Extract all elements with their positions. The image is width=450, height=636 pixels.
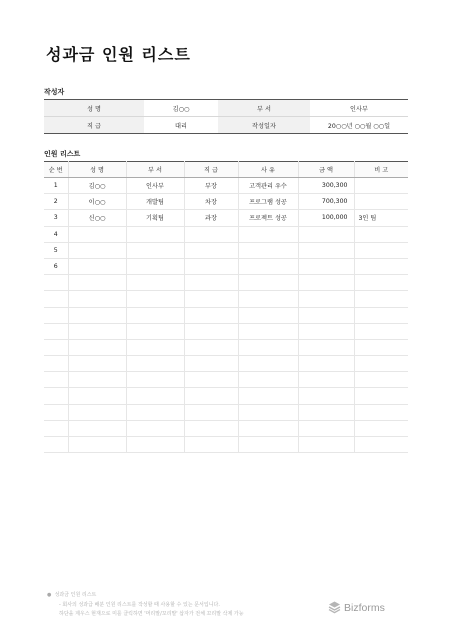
cell-number[interactable]: 2: [44, 194, 68, 210]
rank-value[interactable]: 대리: [175, 122, 187, 130]
cell-number[interactable]: [44, 291, 68, 307]
date-key: 작성일자: [218, 117, 310, 134]
author-section-label: 작성자: [44, 88, 65, 96]
cell-amount[interactable]: [298, 404, 354, 420]
cell-rank[interactable]: 부장: [184, 178, 238, 194]
cell-amount[interactable]: [298, 307, 354, 323]
cell-department[interactable]: [126, 388, 184, 404]
cell-reason[interactable]: [238, 258, 298, 274]
cell-reason[interactable]: [238, 404, 298, 420]
cell-number[interactable]: [44, 275, 68, 291]
table-row: [44, 388, 408, 404]
table-row: [44, 210, 408, 226]
rank-key: 직 급: [44, 117, 144, 134]
cell-department[interactable]: [126, 420, 184, 436]
bizforms-logo-icon: [328, 601, 341, 614]
bizforms-logo: [328, 601, 385, 614]
cell-amount[interactable]: [298, 323, 354, 339]
cell-rank[interactable]: [184, 242, 238, 258]
cell-note[interactable]: [354, 307, 408, 323]
footnote: [47, 591, 244, 620]
cell-amount[interactable]: [298, 275, 354, 291]
cell-name[interactable]: [68, 226, 126, 242]
cell-name[interactable]: [68, 404, 126, 420]
table-row: [44, 356, 408, 372]
cell-number[interactable]: [44, 404, 68, 420]
cell-rank[interactable]: 차장: [184, 194, 238, 210]
footnote-line: - 회사의 성과급 배분 인원 리스트를 작성할 때 사용할 수 있는 문서입니다.: [59, 601, 220, 608]
cell-department[interactable]: [126, 372, 184, 388]
cell-rank[interactable]: [184, 339, 238, 355]
cell-note[interactable]: [354, 226, 408, 242]
cell-reason[interactable]: [238, 356, 298, 372]
cell-rank[interactable]: [184, 404, 238, 420]
date-value[interactable]: 20○○년 ○○월 ○○일: [327, 122, 391, 130]
author-table: [44, 99, 408, 134]
cell-number[interactable]: 5: [44, 242, 68, 258]
cell-reason[interactable]: [238, 437, 298, 453]
table-row: [44, 307, 408, 323]
cell-reason[interactable]: [238, 291, 298, 307]
cell-rank[interactable]: [184, 291, 238, 307]
cell-name[interactable]: 신○○: [68, 210, 126, 226]
cell-name[interactable]: [68, 291, 126, 307]
cell-amount[interactable]: [298, 242, 354, 258]
cell-reason[interactable]: [238, 339, 298, 355]
author-row: [44, 117, 408, 134]
cell-name[interactable]: [68, 356, 126, 372]
table-row: [44, 178, 408, 194]
cell-reason[interactable]: [238, 242, 298, 258]
cell-amount[interactable]: [298, 291, 354, 307]
name-key: 성 명: [44, 100, 144, 117]
bullet-icon: ●: [47, 592, 52, 598]
cell-amount[interactable]: 300,300: [298, 178, 354, 194]
cell-note[interactable]: [354, 275, 408, 291]
cell-rank[interactable]: [184, 388, 238, 404]
cell-department[interactable]: [126, 339, 184, 355]
cell-department[interactable]: [126, 242, 184, 258]
col-header-note: 비 고: [354, 162, 408, 178]
table-row: [44, 291, 408, 307]
table-row: [44, 242, 408, 258]
col-header-department: 부 서: [126, 162, 184, 178]
cell-name[interactable]: [68, 388, 126, 404]
cell-note[interactable]: [354, 323, 408, 339]
document-title: 성과금 인원 리스트: [46, 45, 191, 64]
cell-note[interactable]: [354, 437, 408, 453]
cell-rank[interactable]: [184, 226, 238, 242]
cell-note[interactable]: [354, 339, 408, 355]
cell-reason[interactable]: [238, 307, 298, 323]
cell-rank[interactable]: [184, 275, 238, 291]
cell-amount[interactable]: [298, 356, 354, 372]
cell-number[interactable]: 1: [44, 178, 68, 194]
department-key: 부 서: [218, 100, 310, 117]
cell-note[interactable]: [354, 194, 408, 210]
cell-rank[interactable]: [184, 258, 238, 274]
table-row: [44, 420, 408, 436]
cell-reason[interactable]: 프로젝트 성공: [238, 210, 298, 226]
col-header-name: 성 명: [68, 162, 126, 178]
cell-amount[interactable]: [298, 420, 354, 436]
col-header-reason: 사 유: [238, 162, 298, 178]
cell-reason[interactable]: 프로그램 성공: [238, 194, 298, 210]
cell-name[interactable]: [68, 437, 126, 453]
cell-amount[interactable]: 700,300: [298, 194, 354, 210]
cell-number[interactable]: [44, 356, 68, 372]
cell-department[interactable]: [126, 356, 184, 372]
cell-number[interactable]: 4: [44, 226, 68, 242]
cell-reason[interactable]: [238, 226, 298, 242]
cell-reason[interactable]: [238, 275, 298, 291]
cell-rank[interactable]: [184, 372, 238, 388]
col-header-rank: 직 급: [184, 162, 238, 178]
cell-reason[interactable]: [238, 372, 298, 388]
table-row: [44, 194, 408, 210]
cell-name[interactable]: [68, 372, 126, 388]
table-row: [44, 437, 408, 453]
department-value[interactable]: 인사부: [310, 100, 408, 117]
cell-note[interactable]: [354, 242, 408, 258]
table-row: [44, 339, 408, 355]
col-header-number: 순 번: [44, 162, 68, 178]
name-value[interactable]: 김○○: [144, 100, 218, 117]
cell-note[interactable]: [354, 356, 408, 372]
footnote-title: 성과금 인원 리스트: [54, 592, 97, 598]
bonus-list-table: [44, 161, 408, 453]
cell-note[interactable]: [354, 178, 408, 194]
cell-name[interactable]: [68, 275, 126, 291]
cell-amount[interactable]: [298, 258, 354, 274]
cell-number[interactable]: [44, 437, 68, 453]
table-row: [44, 404, 408, 420]
cell-reason[interactable]: 고객관리 우수: [238, 178, 298, 194]
cell-reason[interactable]: [238, 323, 298, 339]
cell-number[interactable]: [44, 323, 68, 339]
list-section-label: 인원 리스트: [44, 150, 81, 158]
cell-amount[interactable]: 100,000: [298, 210, 354, 226]
footnote-line: 하단을 제우스 현재으로 미를 클릭하면 '머리말/꼬리말' 삽자가 전체 꼬리말 삭제 가능: [59, 611, 244, 617]
col-header-amount: 금 액: [298, 162, 354, 178]
cell-name[interactable]: [68, 420, 126, 436]
cell-department[interactable]: 기획팀: [126, 210, 184, 226]
cell-number[interactable]: 3: [44, 210, 68, 226]
cell-note[interactable]: [354, 291, 408, 307]
table-row: [44, 372, 408, 388]
cell-note[interactable]: [354, 420, 408, 436]
table-row: [44, 275, 408, 291]
cell-reason[interactable]: [238, 388, 298, 404]
cell-rank[interactable]: [184, 307, 238, 323]
cell-name[interactable]: 이○○: [68, 194, 126, 210]
cell-name[interactable]: [68, 242, 126, 258]
cell-department[interactable]: [126, 275, 184, 291]
cell-name[interactable]: [68, 323, 126, 339]
cell-rank[interactable]: [184, 420, 238, 436]
cell-rank[interactable]: [184, 323, 238, 339]
author-row: [44, 100, 408, 117]
bizforms-logo-text: Bizforms: [344, 601, 385, 614]
cell-amount[interactable]: [298, 339, 354, 355]
cell-department[interactable]: [126, 437, 184, 453]
cell-number[interactable]: [44, 388, 68, 404]
cell-department[interactable]: [126, 404, 184, 420]
cell-rank[interactable]: 과장: [184, 210, 238, 226]
cell-name[interactable]: [68, 307, 126, 323]
cell-name[interactable]: [68, 258, 126, 274]
cell-department[interactable]: [126, 226, 184, 242]
cell-amount[interactable]: [298, 226, 354, 242]
table-row: [44, 323, 408, 339]
cell-department[interactable]: 개발팀: [126, 194, 184, 210]
cell-note[interactable]: [354, 404, 408, 420]
cell-amount[interactable]: [298, 388, 354, 404]
cell-note[interactable]: 3인 팀: [354, 210, 408, 226]
cell-department[interactable]: 인사부: [126, 178, 184, 194]
table-row: [44, 226, 408, 242]
cell-number[interactable]: [44, 372, 68, 388]
cell-number[interactable]: [44, 307, 68, 323]
cell-note[interactable]: [354, 258, 408, 274]
cell-number[interactable]: [44, 420, 68, 436]
cell-department[interactable]: [126, 307, 184, 323]
cell-department[interactable]: [126, 291, 184, 307]
cell-number[interactable]: 6: [44, 258, 68, 274]
cell-reason[interactable]: [238, 420, 298, 436]
cell-amount[interactable]: [298, 372, 354, 388]
cell-number[interactable]: [44, 339, 68, 355]
cell-note[interactable]: [354, 388, 408, 404]
cell-department[interactable]: [126, 258, 184, 274]
cell-department[interactable]: [126, 323, 184, 339]
cell-note[interactable]: [354, 372, 408, 388]
cell-name[interactable]: [68, 339, 126, 355]
header-row: [44, 162, 408, 178]
cell-rank[interactable]: [184, 437, 238, 453]
cell-rank[interactable]: [184, 356, 238, 372]
table-row: [44, 258, 408, 274]
cell-amount[interactable]: [298, 437, 354, 453]
cell-name[interactable]: 김○○: [68, 178, 126, 194]
